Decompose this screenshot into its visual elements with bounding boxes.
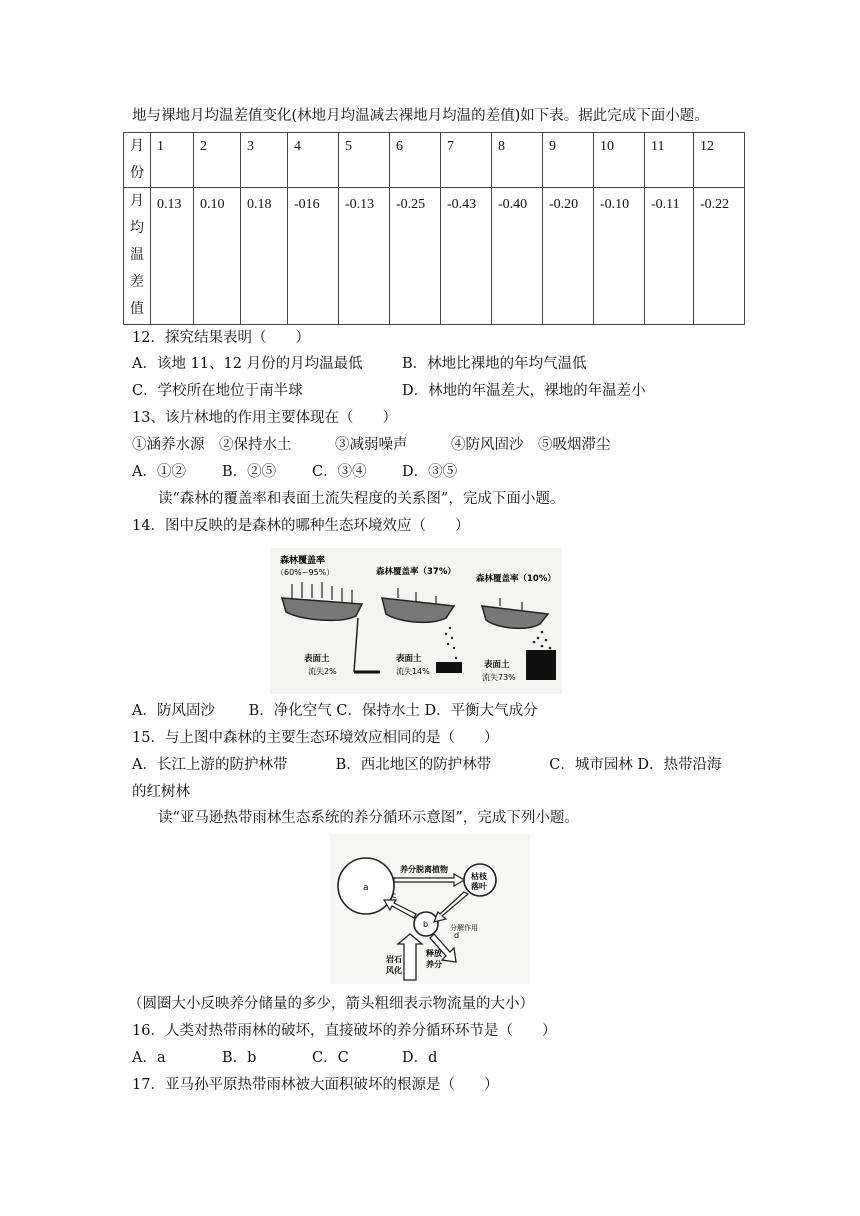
label-c: c — [392, 891, 397, 900]
table-cell: -0.11 — [645, 188, 694, 325]
table-cell: -0.40 — [492, 188, 543, 325]
figure-caption: （圆圈大小反映养分储量的多少，箭头粗细表示物流量的大小） — [128, 996, 534, 1012]
panel3-loss-line1: 表面土 — [484, 660, 510, 670]
table-cell: -0.20 — [543, 188, 594, 325]
forest-soil-loss-figure — [270, 548, 562, 694]
table-cell: -0.10 — [594, 188, 645, 325]
intro-text: 地与裸地月均温差值变化(林地月均温减去裸地月均温的差值)如下表。据此完成下面小题。 — [132, 108, 709, 124]
q16-option-c[interactable]: C．C — [312, 1050, 349, 1066]
table-cell: 0.18 — [241, 188, 288, 325]
q13-option-c[interactable]: C．③④ — [312, 464, 367, 480]
table-cell: 6 — [390, 133, 441, 188]
read-instruction-2: 读“亚马逊热带雨林生态系统的养分循环示意图”，完成下列小题。 — [158, 810, 579, 826]
q12-option-c[interactable]: C．学校所在地位于南半球 — [132, 383, 303, 399]
release-label-2: 养分 — [426, 960, 442, 969]
q13-option-d[interactable]: D．③⑤ — [402, 464, 458, 480]
nutrient-cycle-diagram — [330, 834, 530, 984]
table-cell: 3 — [241, 133, 288, 188]
panel2-loss-line1: 表面土 — [396, 654, 422, 664]
panel3-loss-line2: 流失73% — [482, 673, 516, 682]
q13-option-b[interactable]: B．②⑤ — [222, 464, 277, 480]
litter-label-2: 落叶 — [471, 882, 487, 891]
temperature-difference-table — [123, 132, 745, 325]
question-12-stem: 12．探究结果表明（ ） — [132, 330, 310, 346]
soil-loss-bar-2 — [436, 662, 462, 673]
question-14-stem: 14．图中反映的是森林的哪种生态环境效应（ ） — [132, 518, 470, 534]
panel2-loss-line2: 流失14% — [396, 667, 430, 676]
rock-label-1: 岩石 — [386, 955, 402, 964]
table-cell: 12 — [694, 133, 745, 188]
q12-option-a[interactable]: A．该地 11、12 月份的月均温最低 — [132, 356, 363, 372]
panel1-loss-line1: 表面土 — [304, 654, 330, 664]
q16-option-a[interactable]: A．a — [132, 1050, 166, 1066]
question-16-stem: 16．人类对热带雨林的破坏，直接破坏的养分循环环节是（ ） — [132, 1023, 557, 1039]
read-instruction-1: 读“森林的覆盖率和表面土流失程度的关系图”，完成下面小题。 — [158, 491, 565, 507]
question-15-stem: 15．与上图中森林的主要生态环境效应相同的是（ ） — [132, 730, 499, 746]
table-cell: 0.10 — [194, 188, 241, 325]
litter-label-1: 枯枝 — [471, 872, 487, 881]
label-a: a — [363, 883, 369, 893]
q12-option-d[interactable]: D．林地的年温差大，裸地的年温差小 — [402, 383, 646, 399]
panel2-title: 森林覆盖率（37%） — [376, 567, 456, 577]
arrow-top-label: 养分脱离植物 — [400, 865, 448, 874]
soil-loss-bar-3 — [526, 650, 556, 680]
panel3-title: 森林覆盖率（10%） — [476, 574, 556, 584]
q16-option-d[interactable]: D．d — [402, 1050, 438, 1066]
decomposition-label: 分解作用 — [450, 924, 478, 932]
table-cell: -0.43 — [441, 188, 492, 325]
table-cell: 4 — [288, 133, 339, 188]
panel1-pct: （60%~95%） — [276, 568, 335, 577]
panel1-loss-line2: 流失2% — [308, 667, 337, 676]
table-cell: 1 — [151, 133, 194, 188]
q16-option-b[interactable]: B．b — [222, 1050, 257, 1066]
panel1-title: 森林覆盖率 — [280, 556, 326, 566]
release-label-1: 释放 — [426, 949, 442, 958]
q15-options-continued[interactable]: 的红树林 — [132, 784, 190, 800]
table-cell: -0.22 — [694, 188, 745, 325]
table-cell: 10 — [594, 133, 645, 188]
table-cell: 5 — [339, 133, 390, 188]
table-cell: 2 — [194, 133, 241, 188]
question-17-stem: 17．亚马孙平原热带雨林被大面积破坏的根源是（ ） — [132, 1077, 499, 1093]
row-label-diff: 月均温差值 — [124, 188, 151, 325]
table-row — [124, 188, 745, 325]
row-label-month: 月份 — [124, 133, 151, 188]
rock-label-2: 风化 — [386, 966, 402, 975]
q14-options[interactable]: A．防风固沙 B．净化空气 C．保持水土 D．平衡大气成分 — [132, 703, 538, 719]
q13-items: ①涵养水源 ②保持水土 ③减弱噪声 ④防风固沙 ⑤吸烟滞尘 — [132, 437, 611, 453]
table-cell: 7 — [441, 133, 492, 188]
label-d: d — [454, 931, 460, 940]
q12-option-b[interactable]: B．林地比裸地的年均气温低 — [402, 356, 587, 372]
question-13-stem: 13、该片林地的作用主要体现在（ ） — [132, 410, 397, 426]
table-cell: -0.13 — [339, 188, 390, 325]
table-row — [124, 133, 745, 188]
table-cell: 11 — [645, 133, 694, 188]
table-cell: 8 — [492, 133, 543, 188]
q15-options[interactable]: A．长江上游的防护林带 B．西北地区的防护林带 C．城市园林 D．热带沿海 — [132, 757, 722, 773]
table-cell: 0.13 — [151, 188, 194, 325]
label-b: b — [423, 920, 429, 929]
table-cell: -0.25 — [390, 188, 441, 325]
table-cell: 9 — [543, 133, 594, 188]
q13-option-a[interactable]: A．①② — [132, 464, 186, 480]
table-cell: -016 — [288, 188, 339, 325]
